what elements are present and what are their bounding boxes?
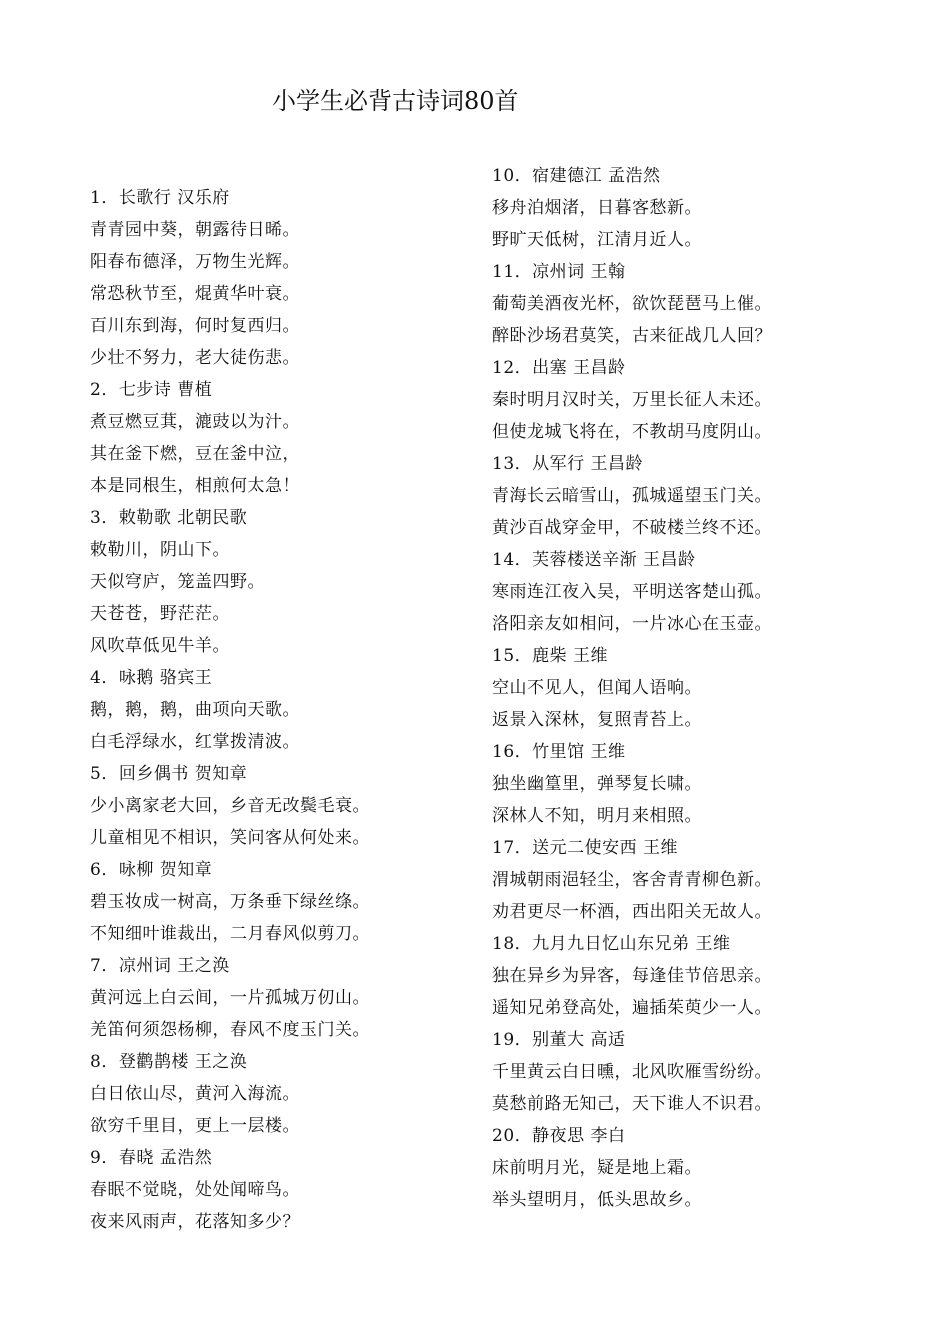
left-column — [90, 182, 370, 1238]
poem-heading: 6．咏柳 贺知章 — [90, 860, 213, 880]
poem-line: 但使龙城飞将在，不教胡马度阴山。 — [492, 422, 772, 442]
poem-line: 阳春布德泽，万物生光辉。 — [90, 252, 300, 272]
poem-heading: 11．凉州词 王翰 — [492, 262, 626, 282]
poem-line: 白日依山尽，黄河入海流。 — [90, 1084, 300, 1104]
poem-line: 独在异乡为异客，每逢佳节倍思亲。 — [492, 966, 772, 986]
poem-line: 天苍苍，野茫茫。 — [90, 604, 230, 624]
poem-line: 春眠不觉晓，处处闻啼鸟。 — [90, 1180, 300, 1200]
poem-heading: 12．出塞 王昌龄 — [492, 358, 626, 378]
poem-heading: 8．登鹳鹊楼 王之涣 — [90, 1052, 248, 1072]
poem-heading: 9．春晓 孟浩然 — [90, 1148, 213, 1168]
poem-heading: 20．静夜思 李白 — [492, 1126, 626, 1146]
poem-line: 返景入深林，复照青苔上。 — [492, 710, 702, 730]
poem-line: 举头望明月，低头思故乡。 — [492, 1190, 702, 1210]
poem-line: 床前明月光，疑是地上霜。 — [492, 1158, 702, 1178]
poem-line: 羌笛何须怨杨柳，春风不度玉门关。 — [90, 1020, 370, 1040]
poem-line: 百川东到海，何时复西归。 — [90, 316, 300, 336]
poem-line: 其在釜下燃，豆在釜中泣， — [90, 444, 300, 464]
poem-heading: 13．从军行 王昌龄 — [492, 454, 644, 474]
poem-heading: 18．九月九日忆山东兄弟 王维 — [492, 934, 731, 954]
right-column — [492, 160, 772, 1216]
poem-line: 敕勒川，阴山下。 — [90, 540, 230, 560]
poem-heading: 4．咏鹅 骆宾王 — [90, 668, 213, 688]
poem-line: 黄沙百战穿金甲，不破楼兰终不还。 — [492, 518, 772, 538]
poem-line: 渭城朝雨浥轻尘，客舍青青柳色新。 — [492, 870, 772, 890]
poem-line: 醉卧沙场君莫笑，古来征战几人回？ — [492, 326, 772, 346]
poem-line: 千里黄云白日曛，北风吹雁雪纷纷。 — [492, 1062, 772, 1082]
poem-line: 黄河远上白云间，一片孤城万仞山。 — [90, 988, 370, 1008]
poem-line: 鹅，鹅，鹅，曲项向天歌。 — [90, 700, 300, 720]
poem-heading: 7．凉州词 王之涣 — [90, 956, 230, 976]
poem-line: 野旷天低树，江清月近人。 — [492, 230, 702, 250]
poem-line: 欲穷千里目，更上一层楼。 — [90, 1116, 300, 1136]
poem-line: 秦时明月汉时关，万里长征人未还。 — [492, 390, 772, 410]
poem-line: 移舟泊烟渚，日暮客愁新。 — [492, 198, 702, 218]
poem-line: 煮豆燃豆萁，漉豉以为汁。 — [90, 412, 300, 432]
poem-heading: 17．送元二使安西 王维 — [492, 838, 679, 858]
poem-line: 天似穹庐，笼盖四野。 — [90, 572, 265, 592]
poem-line: 少壮不努力，老大徒伤悲。 — [90, 348, 300, 368]
poem-line: 遥知兄弟登高处，遍插茱萸少一人。 — [492, 998, 772, 1018]
poem-heading: 14．芙蓉楼送辛渐 王昌龄 — [492, 550, 696, 570]
poem-line: 寒雨连江夜入吴，平明送客楚山孤。 — [492, 582, 772, 602]
poem-heading: 2．七步诗 曹植 — [90, 380, 213, 400]
poem-line: 独坐幽篁里，弹琴复长啸。 — [492, 774, 702, 794]
poem-line: 常恐秋节至，焜黄华叶衰。 — [90, 284, 300, 304]
page-title: 小学生必背古诗词80首 — [272, 87, 519, 115]
poem-line: 洛阳亲友如相问，一片冰心在玉壶。 — [492, 614, 772, 634]
poem-heading: 15．鹿柴 王维 — [492, 646, 609, 666]
poem-line: 儿童相见不相识，笑问客从何处来。 — [90, 828, 370, 848]
poem-line: 空山不见人，但闻人语响。 — [492, 678, 702, 698]
poem-heading: 3．敕勒歌 北朝民歌 — [90, 508, 248, 528]
poem-line: 本是同根生，相煎何太急！ — [90, 476, 300, 496]
poem-heading: 10．宿建德江 孟浩然 — [492, 166, 661, 186]
poem-line: 碧玉妆成一树高，万条垂下绿丝绦。 — [90, 892, 370, 912]
poem-line: 不知细叶谁裁出，二月春风似剪刀。 — [90, 924, 370, 944]
poem-line: 夜来风雨声，花落知多少？ — [90, 1212, 300, 1232]
poem-line: 劝君更尽一杯酒，西出阳关无故人。 — [492, 902, 772, 922]
poem-heading: 1．长歌行 汉乐府 — [90, 188, 230, 208]
poem-line: 莫愁前路无知己，天下谁人不识君。 — [492, 1094, 772, 1114]
poem-line: 青青园中葵，朝露待日晞。 — [90, 220, 300, 240]
poem-heading: 19．别董大 高适 — [492, 1030, 626, 1050]
poem-line: 青海长云暗雪山，孤城遥望玉门关。 — [492, 486, 772, 506]
poem-line: 深林人不知，明月来相照。 — [492, 806, 702, 826]
poem-line: 葡萄美酒夜光杯，欲饮琵琶马上催。 — [492, 294, 772, 314]
poem-line: 少小离家老大回，乡音无改鬓毛衰。 — [90, 796, 370, 816]
poem-line: 风吹草低见牛羊。 — [90, 636, 230, 656]
poem-line: 白毛浮绿水，红掌拨清波。 — [90, 732, 300, 752]
poem-heading: 16．竹里馆 王维 — [492, 742, 626, 762]
poem-heading: 5．回乡偶书 贺知章 — [90, 764, 248, 784]
